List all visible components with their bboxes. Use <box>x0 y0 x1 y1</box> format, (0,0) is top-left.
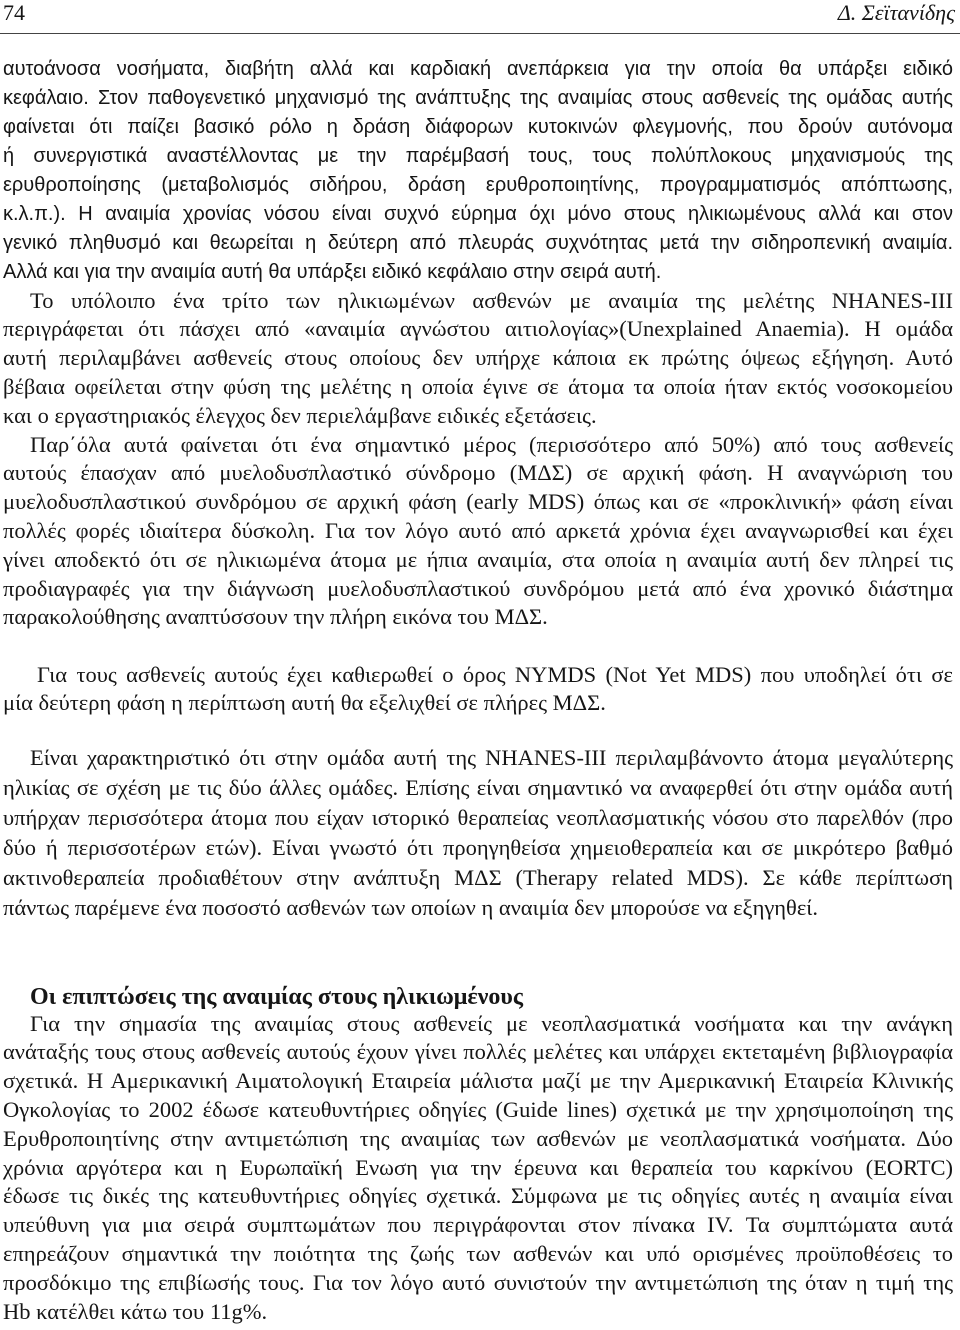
paragraph <box>3 55 953 288</box>
text-line: κεφάλαιο. Στον παθογενετικό μηχανισμό της ανάπτυξης της αναιμίας στους ασθενείς της ομάδας αυτής <box>3 86 953 109</box>
text-line: προσδόκιμο της επιβίωσής τους. Για τον λόγο αυτό συνιστούν την αντιμετώπιση της όταν η τιμή της <box>3 1269 953 1295</box>
text-line: Για τους ασθενείς αυτούς έχει καθιερωθεί ο όρος NYMDS (Not Yet MDS) που υποδηλεί ότι σε <box>37 661 953 687</box>
text-line: υπεύθυνη για μια σειρά συμπτωμάτων που περιγράφονται στον πίνακα IV. Τα συμπτώματα αυτά <box>3 1212 953 1238</box>
text-line: πολλές φορές ιδιαίτερα δύσκολη. Για τον λόγο αυτό από αρκετά χρόνια έχει αναγνωρισθεί και έχει <box>3 517 953 543</box>
text-line: αυτή περιλαμβάνει ασθενείς στους οποίους δεν υπήρχε κάποια εκ πρώτης όψεως εξήγηση. Αυτό <box>3 345 953 371</box>
text-line: περιγράφεται ότι πάσχει από «αναιμία αγνώστου αιτιολογίας»(Unexplained Anaemia). Η ομάδα <box>3 316 953 342</box>
text-line: έδωσε τις δικές της κατευθυντήριες οδηγίες σχετικά. Σύμφωνα με τις οδηγίες αυτές η αναιμία είναι <box>3 1183 953 1209</box>
text-line: προδιαγραφές για την διάγνωση μυελοδυσπλαστικού συνδρόμου μετά από ένα χρονικό διάστημα <box>3 575 953 601</box>
text-line: αυτοάνοσα νοσήματα, διαβήτη αλλά και καρδιακή ανεπάρκεια για την οποία θα υπάρξει ειδικό <box>3 57 953 80</box>
text-line: επηρεάζουν σημαντικά την ποιότητα της ζωής των ασθενών και υπό ορισμένες προϋποθέσεις το <box>3 1240 953 1266</box>
text-line: σχετικά. Η Αμερικανική Αιματολογική Εταιρεία μάλιστα μαζί με την Αμερικανική Εταιρεία Κλινικής <box>3 1068 953 1094</box>
text-line: Παρ΄όλα αυτά φαίνεται ότι ένα σημαντικό μέρος (περισσότερο από 50%) από τους ασθενείς <box>30 431 953 457</box>
header-rule <box>0 33 960 34</box>
text-line: βέβαια οφείλεται στην φύση της μελέτης η οποία έγινε σε άτομα τα οποία ήταν εκτός νοσοκομείου <box>3 373 953 399</box>
page-number: 74 <box>3 0 25 25</box>
text-line: ακτινοθεραπεία προδιαθέτουν στην ανάπτυξη ΜΔΣ (Therapy related MDS). Σε κάθε περίπτωση <box>3 865 953 890</box>
text-line: γενικό πληθυσμό και θεωρείται η δεύτερη από πλευράς συχνότητας μετά την σιδηροπενική αναιμία. <box>3 232 953 255</box>
text-line: υπήρχαν περισσότερα άτομα που είχαν ιστορικό θεραπείας νεοπλασματικής νόσου στο παρελθόν (προ <box>3 805 953 830</box>
text-line: και ο εργαστηριακός έλεγχος δεν περιελάμβανε ειδικές εξετάσεις. <box>3 402 597 428</box>
text-line: χρόνια αργότερα και η Ευρωπαϊκή Ενωση για την έρευνα και θεραπεία του καρκίνου (EORTC) <box>3 1154 953 1180</box>
text-line: Ερυθροποιητίνης στην αντιμετώπιση της αναιμίας των ασθενών με νεοπλασματικά νοσήματα. Δύο <box>3 1125 953 1151</box>
running-head-author: Δ. Σεϊτανίδης <box>837 0 955 25</box>
text-line: μυελοδυσπλαστικού συνδρόμου σε αρχική φάση (early MDS) όπως και σε «προκλινική» φάση είναι <box>3 489 953 515</box>
text-line: ερυθροποίησης (μεταβολισμός σιδήρου, δράση ερυθροποιητίνης, προγραμματισμός απόπτωσης, <box>3 173 953 196</box>
text-line: πάντως παρέμενε ένα ποσοστό ασθενών των οποίων η αναιμία δεν μπορούσε να εξηγηθεί. <box>3 895 818 920</box>
paragraph <box>3 287 953 431</box>
text-line: Ογκολογίας το 2002 έδωσε κατευθυντήριες οδηγίες (Guide lines) σχετικά με την χρησιμοποίηση της <box>3 1096 953 1122</box>
text-line: Αλλά και για την αναιμία αυτή θα υπάρξει ειδικό κεφάλαιο στην σειρά αυτή. <box>3 261 662 284</box>
text-line: ηλικίας σε σχέση με τις δύο άλλες ομάδες. Επίσης είναι σημαντικό να αναφερθεί ότι στην ομάδα αυτή <box>3 775 953 800</box>
text-line: αυτούς έπασχαν από μυελοδυσπλαστικό σύνδρομο (ΜΔΣ) σε αρχική φάση. Η αναγνώριση του <box>3 460 953 486</box>
section-heading: Οι επιπτώσεις της αναιμίας στους ηλικιωμένους <box>30 983 523 1010</box>
text-line: δύο ή περισσοτέρων ετών). Είναι γνωστό ότι προηγηθείσα χημειοθεραπεία και σε μικρότερο βαθμό <box>3 835 953 860</box>
text-line: φαίνεται ότι παίζει βασικό ρόλο η δράση διάφορων κυτοκινών φλεγμονής, που δρούν αυτόνομα <box>3 115 953 138</box>
paragraph <box>3 661 953 718</box>
text-line: γίνει αποδεκτό ότι σε ηλικιωμένα άτομα με ήπια αναιμία, στα οποία η αναιμία αυτή δεν πληρεί τις <box>3 546 953 572</box>
text-line: ανάταξής τους στους ασθενείς αυτούς έχουν γίνει πολλές μελέτες και υπάρχει εκτεταμένη βιβλιογραφία <box>3 1039 953 1065</box>
text-line: Το υπόλοιπο ένα τρίτο των ηλικιωμένων ασθενών με αναιμία της μελέτης NHANES-III <box>30 287 953 313</box>
paragraph <box>3 743 953 923</box>
text-line: κ.λ.π.). Η αναιμία χρονίας νόσου είναι συχνό εύρημα όχι μόνο στους ηλικιωμένους αλλά και στον <box>3 202 953 225</box>
text-line: Hb κατέλθει κάτω του 11g%. <box>3 1298 268 1324</box>
page-header <box>0 0 960 34</box>
text-line: Για την σημασία της αναιμίας στους ασθενείς με νεοπλασματικά νοσήματα και την ανάγκη <box>30 1010 953 1036</box>
paragraph <box>3 1010 953 1327</box>
paragraph-group <box>3 287 953 633</box>
text-line: παρακολούθησης αναπτύσσουν την πλήρη εικόνα του ΜΔΣ. <box>3 604 548 630</box>
text-line: Είναι χαρακτηριστικό ότι στην ομάδα αυτή της NHANES-III περιλαμβάνοντο άτομα μεγαλύτερης <box>30 745 953 770</box>
paragraph <box>3 431 953 633</box>
text-line: μία δεύτερη φάση η περίπτωση αυτή θα εξελιχθεί σε πλήρες ΜΔΣ. <box>3 690 606 716</box>
text-line: ή συνεργιστικά αναστέλλοντας με την παρέμβασή τους, τους πολύπλοκους μηχανισμούς της <box>3 144 953 167</box>
